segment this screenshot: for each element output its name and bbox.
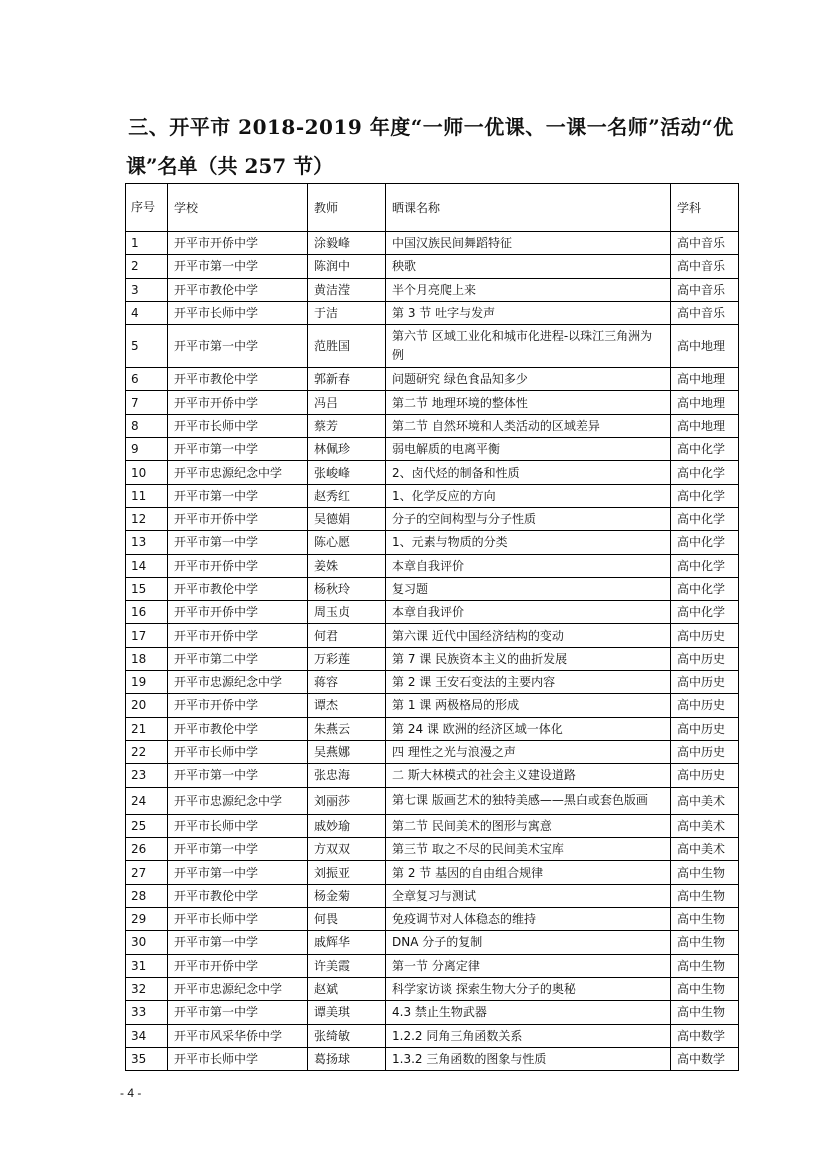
lesson-title-cell: 第六节 区域工业化和城市化进程-以珠江三角洲为例: [386, 325, 671, 368]
teacher-cell: 涂毅峰: [308, 232, 386, 255]
school-cell: 开平市第一中学: [168, 531, 308, 554]
lesson-title-cell: 问题研究 绿色食品知多少: [386, 368, 671, 391]
teacher-cell: 方双双: [308, 838, 386, 861]
table-row: [126, 554, 739, 577]
teacher-cell: 陈心愿: [308, 531, 386, 554]
table-row: [126, 977, 739, 1000]
teacher-cell: 蒋容: [308, 671, 386, 694]
row-index: 11: [126, 484, 168, 507]
row-index: 30: [126, 931, 168, 954]
row-index: 18: [126, 647, 168, 670]
subject-cell: 高中历史: [671, 740, 739, 763]
lesson-title-cell: 免疫调节对人体稳态的维持: [386, 908, 671, 931]
row-index: 2: [126, 255, 168, 278]
lesson-title-cell: 第 2 节 基因的自由组合规律: [386, 861, 671, 884]
school-cell: 开平市第一中学: [168, 838, 308, 861]
teacher-cell: 万彩莲: [308, 647, 386, 670]
subject-cell: 高中生物: [671, 908, 739, 931]
school-cell: 开平市第一中学: [168, 438, 308, 461]
teacher-cell: 杨金菊: [308, 884, 386, 907]
table-row: [126, 884, 739, 907]
teacher-cell: 许美霞: [308, 954, 386, 977]
school-cell: 开平市开侨中学: [168, 507, 308, 530]
lesson-title-cell: 弱电解质的电离平衡: [386, 438, 671, 461]
table-row: [126, 368, 739, 391]
row-index: 31: [126, 954, 168, 977]
teacher-cell: 黄洁滢: [308, 278, 386, 301]
row-index: 28: [126, 884, 168, 907]
lesson-title-cell: 第二节 地理环境的整体性: [386, 391, 671, 414]
subject-cell: 高中音乐: [671, 232, 739, 255]
school-cell: 开平市第一中学: [168, 325, 308, 368]
teacher-cell: 葛扬球: [308, 1047, 386, 1070]
school-cell: 开平市开侨中学: [168, 954, 308, 977]
subject-cell: 高中生物: [671, 884, 739, 907]
subject-cell: 高中化学: [671, 484, 739, 507]
lesson-title-cell: 半个月亮爬上来: [386, 278, 671, 301]
table-row: [126, 1047, 739, 1070]
lesson-title-cell: DNA 分子的复制: [386, 931, 671, 954]
subject-cell: 高中美术: [671, 787, 739, 814]
lesson-title-cell: 本章自我评价: [386, 601, 671, 624]
row-index: 3: [126, 278, 168, 301]
lesson-title-cell: 第 7 课 民族资本主义的曲折发展: [386, 647, 671, 670]
school-cell: 开平市开侨中学: [168, 554, 308, 577]
school-cell: 开平市忠源纪念中学: [168, 461, 308, 484]
table-body: [126, 232, 739, 1071]
table-row: [126, 255, 739, 278]
subject-cell: 高中地理: [671, 325, 739, 368]
teacher-cell: 赵秀红: [308, 484, 386, 507]
subject-cell: 高中历史: [671, 717, 739, 740]
teacher-cell: 陈润中: [308, 255, 386, 278]
subject-cell: 高中化学: [671, 577, 739, 600]
header-cell-index: 序号: [126, 184, 168, 232]
school-cell: 开平市第二中学: [168, 647, 308, 670]
row-index: 24: [126, 787, 168, 814]
table-row: [126, 601, 739, 624]
teacher-cell: 戚妙瑜: [308, 814, 386, 837]
school-cell: 开平市忠源纪念中学: [168, 671, 308, 694]
teacher-cell: 何君: [308, 624, 386, 647]
table-row: [126, 232, 739, 255]
table-row: [126, 1024, 739, 1047]
school-cell: 开平市开侨中学: [168, 694, 308, 717]
teacher-cell: 林佩珍: [308, 438, 386, 461]
teacher-cell: 戚辉华: [308, 931, 386, 954]
row-index: 8: [126, 414, 168, 437]
subject-cell: 高中历史: [671, 624, 739, 647]
teacher-cell: 杨秋玲: [308, 577, 386, 600]
subject-cell: 高中美术: [671, 838, 739, 861]
teacher-cell: 蔡芳: [308, 414, 386, 437]
subject-cell: 高中音乐: [671, 255, 739, 278]
subject-cell: 高中生物: [671, 977, 739, 1000]
lesson-title-cell: 二 斯大林模式的社会主义建设道路: [386, 764, 671, 787]
header-cell-subject: 学科: [671, 184, 739, 232]
table-row: [126, 531, 739, 554]
row-index: 21: [126, 717, 168, 740]
row-index: 15: [126, 577, 168, 600]
teacher-cell: 何畏: [308, 908, 386, 931]
school-cell: 开平市第一中学: [168, 861, 308, 884]
teacher-cell: 张忠海: [308, 764, 386, 787]
school-cell: 开平市教伦中学: [168, 368, 308, 391]
subject-cell: 高中化学: [671, 531, 739, 554]
table-row: [126, 671, 739, 694]
row-index: 7: [126, 391, 168, 414]
row-index: 19: [126, 671, 168, 694]
school-cell: 开平市开侨中学: [168, 601, 308, 624]
table-row: [126, 301, 739, 324]
table-row: [126, 278, 739, 301]
table-row: [126, 1001, 739, 1024]
row-index: 10: [126, 461, 168, 484]
subject-cell: 高中生物: [671, 861, 739, 884]
subject-cell: 高中历史: [671, 671, 739, 694]
lesson-title-cell: 第二节 自然环境和人类活动的区域差异: [386, 414, 671, 437]
row-index: 17: [126, 624, 168, 647]
table-row: [126, 814, 739, 837]
school-cell: 开平市教伦中学: [168, 884, 308, 907]
row-index: 27: [126, 861, 168, 884]
subject-cell: 高中化学: [671, 601, 739, 624]
lesson-title-cell: 中国汉族民间舞蹈特征: [386, 232, 671, 255]
subject-cell: 高中历史: [671, 764, 739, 787]
table-row: [126, 484, 739, 507]
table-row: [126, 391, 739, 414]
school-cell: 开平市开侨中学: [168, 232, 308, 255]
school-cell: 开平市长师中学: [168, 301, 308, 324]
subject-cell: 高中化学: [671, 438, 739, 461]
lesson-title-cell: 第 24 课 欧洲的经济区域一体化: [386, 717, 671, 740]
row-index: 4: [126, 301, 168, 324]
school-cell: 开平市开侨中学: [168, 391, 308, 414]
school-cell: 开平市长师中学: [168, 1047, 308, 1070]
subject-cell: 高中生物: [671, 931, 739, 954]
teacher-cell: 姜姝: [308, 554, 386, 577]
row-index: 29: [126, 908, 168, 931]
lesson-title-cell: 第六课 近代中国经济结构的变动: [386, 624, 671, 647]
row-index: 13: [126, 531, 168, 554]
lesson-title-cell: 第 3 节 吐字与发声: [386, 301, 671, 324]
subject-cell: 高中化学: [671, 461, 739, 484]
school-cell: 开平市开侨中学: [168, 624, 308, 647]
row-index: 22: [126, 740, 168, 763]
lesson-title-cell: 第三节 取之不尽的民间美术宝库: [386, 838, 671, 861]
table-header-row: [126, 184, 739, 232]
lesson-title-cell: 复习题: [386, 577, 671, 600]
school-cell: 开平市长师中学: [168, 414, 308, 437]
lesson-title-cell: 第二节 民间美术的图形与寓意: [386, 814, 671, 837]
document-title-line-1: 三、开平市 2018-2019 年度“一师一优课、一课一名师”活动“优: [128, 115, 734, 139]
subject-cell: 高中生物: [671, 954, 739, 977]
row-index: 12: [126, 507, 168, 530]
lesson-title-cell: 四 理性之光与浪漫之声: [386, 740, 671, 763]
table-row: [126, 624, 739, 647]
subject-cell: 高中地理: [671, 391, 739, 414]
subject-cell: 高中生物: [671, 1001, 739, 1024]
table-row: [126, 954, 739, 977]
row-index: 16: [126, 601, 168, 624]
lesson-title-cell: 第七课 版画艺术的独特美感——黑白或套色版画: [386, 787, 671, 814]
row-index: 1: [126, 232, 168, 255]
school-cell: 开平市第一中学: [168, 1001, 308, 1024]
table-row: [126, 740, 739, 763]
table-row: [126, 438, 739, 461]
row-index: 33: [126, 1001, 168, 1024]
table-row: [126, 507, 739, 530]
row-index: 26: [126, 838, 168, 861]
lesson-title-cell: 1、元素与物质的分类: [386, 531, 671, 554]
row-index: 23: [126, 764, 168, 787]
subject-cell: 高中化学: [671, 507, 739, 530]
lesson-title-cell: 第一节 分离定律: [386, 954, 671, 977]
teacher-cell: 谭杰: [308, 694, 386, 717]
subject-cell: 高中历史: [671, 647, 739, 670]
teacher-cell: 范胜国: [308, 325, 386, 368]
lesson-title-cell: 1、化学反应的方向: [386, 484, 671, 507]
page-number: - 4 -: [120, 1086, 142, 1100]
row-index: 20: [126, 694, 168, 717]
subject-cell: 高中数学: [671, 1024, 739, 1047]
school-cell: 开平市教伦中学: [168, 278, 308, 301]
teacher-cell: 于洁: [308, 301, 386, 324]
table-row: [126, 694, 739, 717]
school-cell: 开平市第一中学: [168, 484, 308, 507]
teacher-cell: 刘振亚: [308, 861, 386, 884]
table-row: [126, 414, 739, 437]
table-row: [126, 325, 739, 368]
teacher-cell: 张峻峰: [308, 461, 386, 484]
school-cell: 开平市第一中学: [168, 255, 308, 278]
header-cell-teacher: 教师: [308, 184, 386, 232]
lesson-title-cell: 第 1 课 两极格局的形成: [386, 694, 671, 717]
document-title-line-2: 课”名单（共 257 节）: [126, 154, 334, 178]
school-cell: 开平市长师中学: [168, 908, 308, 931]
subject-cell: 高中地理: [671, 368, 739, 391]
subject-cell: 高中数学: [671, 1047, 739, 1070]
teacher-cell: 朱燕云: [308, 717, 386, 740]
subject-cell: 高中音乐: [671, 278, 739, 301]
row-index: 6: [126, 368, 168, 391]
header-cell-lesson: 晒课名称: [386, 184, 671, 232]
table-row: [126, 717, 739, 740]
school-cell: 开平市第一中学: [168, 931, 308, 954]
row-index: 32: [126, 977, 168, 1000]
school-cell: 开平市教伦中学: [168, 577, 308, 600]
teacher-cell: 刘丽莎: [308, 787, 386, 814]
table-row: [126, 908, 739, 931]
lesson-title-cell: 秧歌: [386, 255, 671, 278]
lesson-title-cell: 2、卤代烃的制备和性质: [386, 461, 671, 484]
teacher-cell: 吴燕娜: [308, 740, 386, 763]
row-index: 34: [126, 1024, 168, 1047]
school-cell: 开平市教伦中学: [168, 717, 308, 740]
lesson-title-cell: 4.3 禁止生物武器: [386, 1001, 671, 1024]
teacher-cell: 吴德娟: [308, 507, 386, 530]
school-cell: 开平市风采华侨中学: [168, 1024, 308, 1047]
teacher-cell: 赵斌: [308, 977, 386, 1000]
lesson-title-cell: 本章自我评价: [386, 554, 671, 577]
row-index: 5: [126, 325, 168, 368]
lesson-title-cell: 科学家访谈 探索生物大分子的奥秘: [386, 977, 671, 1000]
school-cell: 开平市长师中学: [168, 740, 308, 763]
subject-cell: 高中美术: [671, 814, 739, 837]
row-index: 25: [126, 814, 168, 837]
lesson-title-cell: 分子的空间构型与分子性质: [386, 507, 671, 530]
subject-cell: 高中化学: [671, 554, 739, 577]
subject-cell: 高中音乐: [671, 301, 739, 324]
school-cell: 开平市长师中学: [168, 814, 308, 837]
school-cell: 开平市忠源纪念中学: [168, 787, 308, 814]
lesson-title-cell: 1.3.2 三角函数的图象与性质: [386, 1047, 671, 1070]
teacher-cell: 张绮敏: [308, 1024, 386, 1047]
teacher-cell: 周玉贞: [308, 601, 386, 624]
lesson-title-cell: 第 2 课 王安石变法的主要内容: [386, 671, 671, 694]
teacher-cell: 谭美琪: [308, 1001, 386, 1024]
course-list-table: [125, 183, 739, 1071]
row-index: 9: [126, 438, 168, 461]
table-row: [126, 787, 739, 814]
table-row: [126, 861, 739, 884]
subject-cell: 高中历史: [671, 694, 739, 717]
teacher-cell: 冯吕: [308, 391, 386, 414]
school-cell: 开平市第一中学: [168, 764, 308, 787]
lesson-title-cell: 1.2.2 同角三角函数关系: [386, 1024, 671, 1047]
school-cell: 开平市忠源纪念中学: [168, 977, 308, 1000]
table-row: [126, 931, 739, 954]
teacher-cell: 郭新春: [308, 368, 386, 391]
header-cell-school: 学校: [168, 184, 308, 232]
row-index: 14: [126, 554, 168, 577]
subject-cell: 高中地理: [671, 414, 739, 437]
table-row: [126, 577, 739, 600]
table-row: [126, 461, 739, 484]
table-row: [126, 647, 739, 670]
table-row: [126, 764, 739, 787]
lesson-title-cell: 全章复习与测试: [386, 884, 671, 907]
table-row: [126, 838, 739, 861]
row-index: 35: [126, 1047, 168, 1070]
